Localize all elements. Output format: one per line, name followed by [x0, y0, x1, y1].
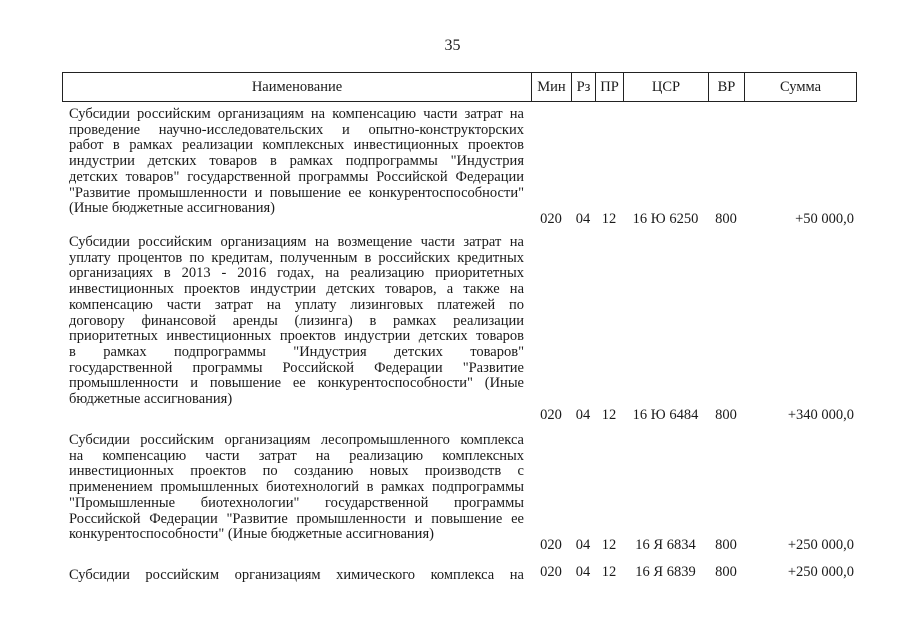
column-header-rz: Рз	[572, 73, 596, 102]
cell-rz: 04	[575, 537, 591, 553]
row-name-line: Российской Федерации "Развитие промышленности и повышение ее	[69, 510, 524, 527]
row-name-line: Субсидии российским организациям на компенсацию части затрат на	[69, 106, 524, 122]
column-header-vr: ВР	[709, 73, 745, 102]
row-name-line: приоритетных инвестиционных проектов индустрии детских товаров	[69, 328, 524, 345]
cell-pr: 12	[601, 564, 617, 580]
row-codes	[0, 211, 905, 227]
row-name	[69, 433, 524, 543]
row-name-line: Субсидии российским организациям лесопромышленного комплекса	[69, 432, 524, 448]
cell-pr: 12	[601, 407, 617, 423]
page-number: 35	[444, 37, 461, 54]
cell-min: 020	[540, 407, 562, 423]
row-name-line: государственной программы Российской Федерации "Развитие	[69, 359, 524, 376]
row-codes	[0, 407, 905, 423]
row-name-line: "Промышленные биотехнологии" государственной программы	[69, 494, 524, 511]
row-name-line: применением промышленных биотехнологий в рамках подпрограммы	[69, 479, 524, 496]
cell-min: 020	[540, 211, 562, 227]
row-name-line: в рамках подпрограммы "Индустрия детских товаров"	[69, 343, 524, 360]
cell-min: 020	[540, 537, 562, 553]
row-name-line: бюджетные ассигнования)	[69, 391, 233, 408]
row-name-line: (Иные бюджетные ассигнования)	[69, 200, 276, 217]
row-name-line: Субсидии российским организациям на возмещение части затрат на	[69, 234, 524, 250]
cell-vr: 800	[715, 564, 737, 580]
table-header	[62, 72, 857, 102]
cell-min: 020	[540, 564, 562, 580]
cell-sum: +250 000,0	[787, 564, 854, 580]
row-name-line: проведение научно-исследовательских и опытно-конструкторских	[69, 121, 524, 138]
cell-pr: 12	[601, 537, 617, 553]
cell-csr: 16 Ю 6250	[632, 211, 699, 227]
cell-sum: +50 000,0	[795, 211, 854, 227]
cell-rz: 04	[575, 407, 591, 423]
column-header-pr: ПР	[596, 73, 624, 102]
row-name-line: конкурентоспособности" (Иные бюджетные ассигнования)	[69, 526, 434, 543]
row-name-line: договору финансовой аренды (лизинга) в рамках реализации	[69, 312, 524, 329]
cell-csr: 16 Ю 6484	[632, 407, 699, 423]
cell-sum: +250 000,0	[787, 537, 854, 553]
row-name-line: промышленности и повышение ее конкурентоспособности" (Иные	[69, 375, 524, 392]
row-name-line: компенсацию части затрат на уплату лизинговых платежей по	[69, 296, 524, 313]
cell-csr: 16 Я 6834	[635, 537, 696, 553]
row-name-line: уплату процентов по кредитам, полученным в российских кредитных	[69, 249, 524, 266]
row-name-line: инвестиционных проектов индустрии детских товаров, а также на	[69, 281, 524, 298]
cell-sum: +340 000,0	[787, 407, 854, 423]
row-name-line: детских товаров" государственной программы Российской Федерации	[69, 168, 524, 185]
column-header-min: Мин	[532, 73, 572, 102]
row-name	[69, 107, 524, 217]
column-header-sum: Сумма	[745, 73, 857, 102]
cell-csr: 16 Я 6839	[635, 564, 696, 580]
cell-vr: 800	[715, 537, 737, 553]
cell-vr: 800	[715, 211, 737, 227]
row-name-line: "Развитие промышленности и повышение ее конкурентоспособности"	[69, 184, 524, 201]
cell-vr: 800	[715, 407, 737, 423]
row-codes	[0, 537, 905, 553]
row-name	[69, 235, 524, 408]
cell-pr: 12	[601, 211, 617, 227]
row-name-line: индустрии детских товаров в рамках подпрограммы "Индустрия	[69, 153, 524, 170]
cell-rz: 04	[575, 564, 591, 580]
row-name-line: инвестиционных проектов по созданию новых производств с	[69, 463, 524, 480]
row-name-line: Субсидии российским организациям химического комплекса на	[69, 567, 524, 583]
cell-rz: 04	[575, 211, 591, 227]
column-header-csr: ЦСР	[624, 73, 709, 102]
row-name-line: на компенсацию части затрат на реализацию комплексных	[69, 447, 524, 464]
column-header-name: Наименование	[63, 73, 532, 102]
row-name-line: организациях в 2013 - 2016 годах, на реализацию приоритетных	[69, 265, 524, 282]
row-codes	[0, 564, 905, 580]
row-name-line: работ в рамках реализации комплексных инвестиционных проектов	[69, 137, 524, 154]
